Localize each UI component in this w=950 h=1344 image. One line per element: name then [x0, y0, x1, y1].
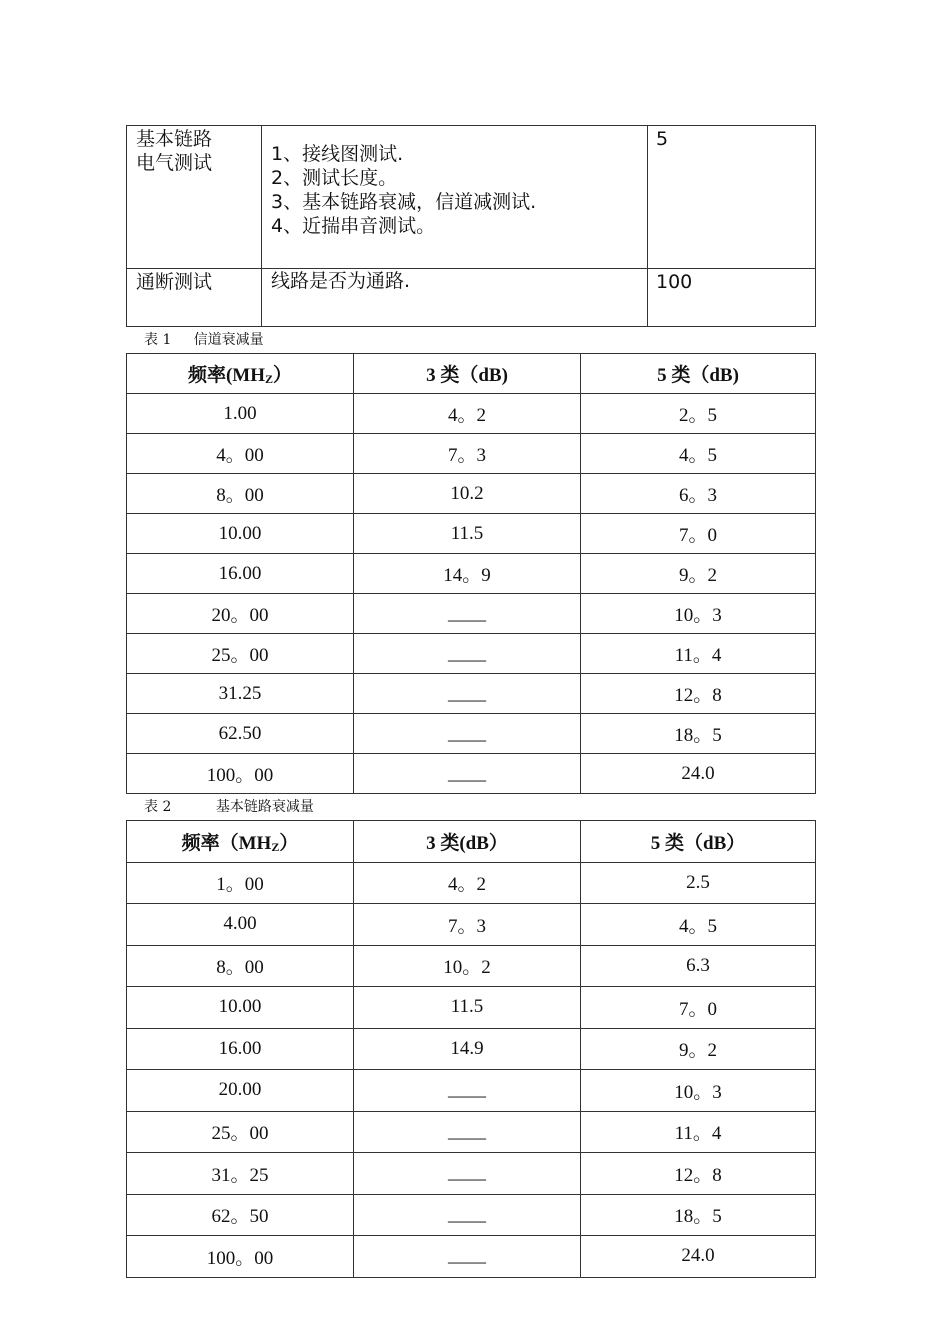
table-row [127, 714, 816, 754]
table-cell: ____ [354, 1236, 581, 1278]
table-cell: 8。00 [127, 474, 354, 514]
table-cell: 100。00 [127, 754, 354, 794]
table2-caption [126, 794, 816, 820]
document-page [126, 125, 816, 1278]
table-cell: 14.9 [354, 1028, 581, 1070]
test-value-cell [648, 269, 816, 327]
test-value-cell [648, 126, 816, 269]
test-content-cell [262, 269, 648, 327]
table-cell: 2。5 [581, 394, 816, 434]
table-row [127, 126, 816, 269]
channel-attenuation-table [126, 353, 816, 794]
table-row [127, 904, 816, 946]
table-cell: 100。00 [127, 1236, 354, 1278]
table-cell: ____ [354, 714, 581, 754]
test-content-line: 4、近揣串音测试。 [271, 215, 436, 237]
column-header [354, 821, 581, 863]
header-text: 频率（MH [181, 832, 272, 854]
test-item-line: 电气测试 [136, 152, 213, 174]
table-row [127, 754, 816, 794]
header-text: 频率(MH [187, 365, 265, 386]
table-cell: 7。0 [581, 514, 816, 554]
header-text: 5 类（dB） [650, 832, 746, 854]
table-cell: 20。00 [127, 594, 354, 634]
table-cell: 10.00 [127, 987, 354, 1029]
table-cell: 16.00 [127, 1028, 354, 1070]
header-text: 3 类（dB) [426, 365, 508, 386]
table-cell: 1。00 [127, 862, 354, 904]
table-cell: 4。00 [127, 434, 354, 474]
table-row [127, 594, 816, 634]
header-text: 3 类(dB） [426, 832, 508, 854]
table-cell: 20.00 [127, 1070, 354, 1112]
table-row [127, 1153, 816, 1195]
caption-number: 表 2 [144, 799, 172, 815]
table-cell: 2.5 [581, 862, 816, 904]
table-row [127, 674, 816, 714]
test-content-line: 2、测试长度。 [271, 167, 398, 189]
column-header [581, 821, 816, 863]
test-item-line: 基本链路 [136, 128, 213, 150]
table-cell: 25。00 [127, 1111, 354, 1153]
table-row [127, 554, 816, 594]
header-tail: ） [279, 832, 299, 854]
table-cell: ____ [354, 1194, 581, 1236]
table-cell: ____ [354, 754, 581, 794]
table-cell: 4。5 [581, 904, 816, 946]
table-cell: ____ [354, 1153, 581, 1195]
table-cell: 24.0 [581, 1236, 816, 1278]
table1-caption [126, 327, 816, 353]
table-cell: 10.00 [127, 514, 354, 554]
test-items-table [126, 125, 816, 327]
table-row [127, 269, 816, 327]
column-header [127, 354, 354, 394]
table-row [127, 634, 816, 674]
table-cell: 25。00 [127, 634, 354, 674]
table-cell: 24.0 [581, 754, 816, 794]
table-row [127, 945, 816, 987]
table-cell: ____ [354, 634, 581, 674]
header-subscript: Z [265, 372, 274, 386]
table-cell: 10。3 [581, 1070, 816, 1112]
column-header [354, 354, 581, 394]
header-row [127, 354, 816, 394]
table-row [127, 514, 816, 554]
table-cell: ____ [354, 1111, 581, 1153]
caption-title: 基本链路衰减量 [215, 799, 314, 815]
table-cell: 6。3 [581, 474, 816, 514]
table-cell: ____ [354, 594, 581, 634]
table-cell: 10。3 [581, 594, 816, 634]
table-cell: 9。2 [581, 554, 816, 594]
basic-link-attenuation-table [126, 820, 816, 1278]
table-row [127, 1236, 816, 1278]
table-cell: 11.5 [354, 987, 581, 1029]
table-cell: 11。4 [581, 1111, 816, 1153]
test-content-line: 1、接线图测试. [271, 143, 404, 165]
table-row [127, 987, 816, 1029]
table-row [127, 474, 816, 514]
table-cell: 1.00 [127, 394, 354, 434]
table-cell: 7。0 [581, 987, 816, 1029]
table-cell: 7。3 [354, 434, 581, 474]
table-cell: 12。8 [581, 674, 816, 714]
table-cell: 18。5 [581, 1194, 816, 1236]
column-header [127, 821, 354, 863]
header-subscript: Z [271, 839, 280, 854]
table-cell: ____ [354, 674, 581, 714]
table-cell: 10.2 [354, 474, 581, 514]
table-row [127, 394, 816, 434]
table-cell: 31。25 [127, 1153, 354, 1195]
header-tail: ） [273, 365, 293, 386]
test-item-cell [127, 269, 262, 327]
table-row [127, 1070, 816, 1112]
table-cell: 11.5 [354, 514, 581, 554]
table-row [127, 1194, 816, 1236]
table-cell: 62。50 [127, 1194, 354, 1236]
table-cell: 10。2 [354, 945, 581, 987]
table-cell: 31.25 [127, 674, 354, 714]
table-cell: 11。4 [581, 634, 816, 674]
table-cell: 9。2 [581, 1028, 816, 1070]
test-value: 5 [656, 128, 669, 150]
table-cell: 4。5 [581, 434, 816, 474]
table-cell: 14。9 [354, 554, 581, 594]
table-cell: 4.00 [127, 904, 354, 946]
table-cell: ____ [354, 1070, 581, 1112]
table-cell: 16.00 [127, 554, 354, 594]
table-row [127, 1111, 816, 1153]
table-row [127, 434, 816, 474]
header-text: 5 类（dB) [657, 365, 739, 386]
table-cell: 8。00 [127, 945, 354, 987]
test-content-line: 3、基本链路衰减，信道减测试. [271, 191, 537, 213]
caption-title: 信道衰减量 [193, 332, 264, 348]
table-row [127, 1028, 816, 1070]
table-cell: 62.50 [127, 714, 354, 754]
table-cell: 12。8 [581, 1153, 816, 1195]
test-content-cell [262, 126, 648, 269]
header-row [127, 821, 816, 863]
table-cell: 6.3 [581, 945, 816, 987]
caption-number: 表 1 [144, 332, 172, 348]
table-row [127, 862, 816, 904]
column-header [581, 354, 816, 394]
test-content-line: 线路是否为通路. [271, 270, 411, 292]
table-cell: 7。3 [354, 904, 581, 946]
table-cell: 4。2 [354, 862, 581, 904]
test-item-cell [127, 126, 262, 269]
table-cell: 4。2 [354, 394, 581, 434]
test-item-line: 通断测试 [136, 271, 213, 293]
table-cell: 18。5 [581, 714, 816, 754]
test-value: 100 [656, 271, 693, 293]
